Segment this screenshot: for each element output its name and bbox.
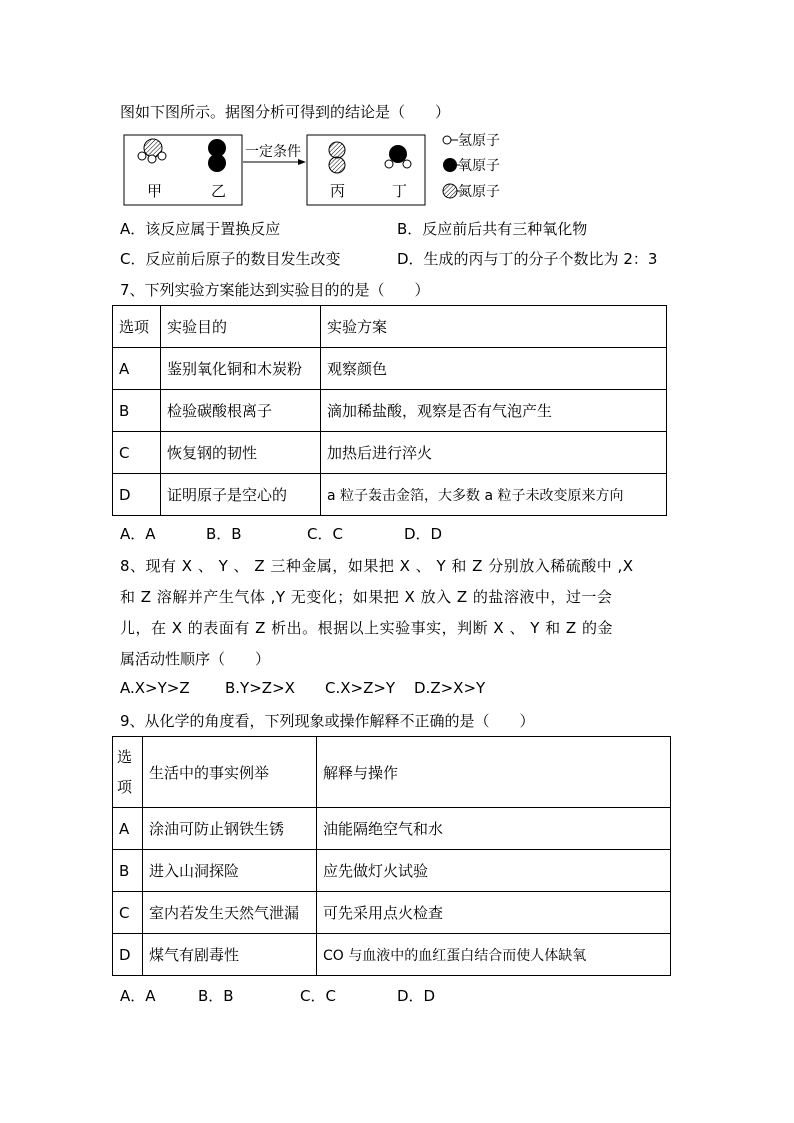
table-header-cell: 实验方案 <box>321 306 667 348</box>
q8-answer-b: B.Y>Z>X <box>225 679 295 697</box>
q6-intro: 图如下图所示。据图分析可得到的结论是（ ） <box>120 103 451 121</box>
q8-line-3: 儿，在 X 的表面有 Z 析出。根据以上实验事实，判断 X 、 Y 和 Z 的金 <box>120 619 613 637</box>
legend-oxygen-icon <box>443 158 457 172</box>
table-cell: 进入山洞探险 <box>143 850 317 892</box>
table-row <box>113 390 667 432</box>
table-row <box>113 474 667 516</box>
q9-stem: 9、从化学的角度看，下列现象或操作解释不正确的是（ ） <box>120 712 535 730</box>
table-cell: 鉴别氧化铜和木炭粉 <box>161 348 321 390</box>
table-cell: A <box>113 348 161 390</box>
table-cell: 油能隔绝空气和水 <box>317 808 671 850</box>
label-yi: 乙 <box>211 182 227 200</box>
label-bing: 丙 <box>330 182 346 200</box>
table-cell: CO 与血液中的血红蛋白结合而使人体缺氧 <box>317 934 671 976</box>
legend-nitrogen-icon <box>443 184 457 198</box>
q6-option-d: D．生成的丙与丁的分子个数比为 2：3 <box>397 250 658 268</box>
jia-hydrogen-atom-3 <box>158 152 166 160</box>
q7-stem: 7、下列实验方案能达到实验目的的是（ ） <box>120 281 430 299</box>
bing-nitrogen-atom-1 <box>329 142 345 158</box>
q7-table <box>112 305 667 516</box>
table-cell: 室内若发生天然气泄漏 <box>143 892 317 934</box>
q8-answer-a: A.X>Y>Z <box>120 679 190 697</box>
jia-hydrogen-atom-1 <box>138 152 146 160</box>
q7-answer-a: A．A <box>120 525 156 543</box>
q6-option-b: B．反应前后共有三种氧化物 <box>397 220 588 238</box>
q8-line-2: 和 Z 溶解并产生气体 ,Y 无变化；如果把 X 放入 Z 的盐溶液中，过一会 <box>120 588 613 606</box>
table-cell: D <box>113 474 161 516</box>
q8-answer-d: D.Z>X>Y <box>414 679 486 697</box>
ding-oxygen-atom <box>389 145 407 163</box>
products-box <box>307 135 425 205</box>
table-cell: 检验碳酸根离子 <box>161 390 321 432</box>
table-cell: a 粒子轰击金箔，大多数 a 粒子未改变原来方向 <box>321 474 667 516</box>
legend-hydrogen-icon <box>443 136 451 144</box>
q9-answer-b: B．B <box>198 987 234 1005</box>
q6-option-c: C．反应前后原子的数目发生改变 <box>120 250 341 268</box>
table-cell: 证明原子是空心的 <box>161 474 321 516</box>
table-cell: 滴加稀盐酸，观察是否有气泡产生 <box>321 390 667 432</box>
table-cell: 恢复钢的韧性 <box>161 432 321 474</box>
label-jia: 甲 <box>147 182 163 200</box>
table-row <box>113 432 667 474</box>
q9-answer-a: A．A <box>120 987 156 1005</box>
label-ding: 丁 <box>392 182 408 200</box>
table-cell: D <box>113 934 143 976</box>
ding-hydrogen-atom-1 <box>385 160 393 168</box>
q6-option-a: A．该反应属于置换反应 <box>120 220 281 238</box>
table-row <box>113 850 671 892</box>
yi-oxygen-atom-2 <box>208 154 226 172</box>
table-cell: 观察颜色 <box>321 348 667 390</box>
q9-table <box>112 736 671 976</box>
q8-line-1: 8、现有 X 、 Y 、 Z 三种金属，如果把 X 、 Y 和 Z 分别放入稀硫酸中 ,X <box>120 557 634 575</box>
table-row <box>113 808 671 850</box>
table-cell: 可先采用点火检查 <box>317 892 671 934</box>
legend-oxygen-label: 氧原子 <box>458 158 500 174</box>
legend-nitrogen-label: 氮原子 <box>458 184 500 200</box>
table-header-row <box>113 737 671 808</box>
table-row <box>113 892 671 934</box>
arrow-condition-label: 一定条件 <box>245 144 301 160</box>
table-cell: C <box>113 892 143 934</box>
table-cell: B <box>113 850 143 892</box>
q8-answer-c: C.X>Z>Y <box>325 679 396 697</box>
legend-hydrogen-label: 氢原子 <box>458 133 500 149</box>
q7-answer-d: D．D <box>404 525 443 543</box>
q9-answer-c: C．C <box>300 987 336 1005</box>
table-cell: 应先做灯火试验 <box>317 850 671 892</box>
table-row <box>113 934 671 976</box>
table-header-cell: 生活中的事实例举 <box>143 737 317 808</box>
table-cell: 涂油可防止钢铁生锈 <box>143 808 317 850</box>
q8-line-4: 属活动性顺序（ ） <box>120 650 271 668</box>
q7-answer-c: C．C <box>307 525 343 543</box>
table-cell: A <box>113 808 143 850</box>
table-header-cell: 选项 <box>113 306 161 348</box>
ding-hydrogen-atom-2 <box>403 160 411 168</box>
table-cell: 煤气有剧毒性 <box>143 934 317 976</box>
table-cell: C <box>113 432 161 474</box>
q9-answer-d: D．D <box>397 987 436 1005</box>
table-row <box>113 348 667 390</box>
table-cell: B <box>113 390 161 432</box>
table-header-cell: 实验目的 <box>161 306 321 348</box>
table-header-cell: 选项 <box>113 737 143 808</box>
table-cell: 加热后进行淬火 <box>321 432 667 474</box>
table-header-cell: 解释与操作 <box>317 737 671 808</box>
q7-answer-b: B．B <box>206 525 242 543</box>
bing-nitrogen-atom-2 <box>329 157 345 173</box>
table-header-row <box>113 306 667 348</box>
reaction-diagram <box>120 128 680 208</box>
jia-hydrogen-atom-2 <box>148 155 156 163</box>
